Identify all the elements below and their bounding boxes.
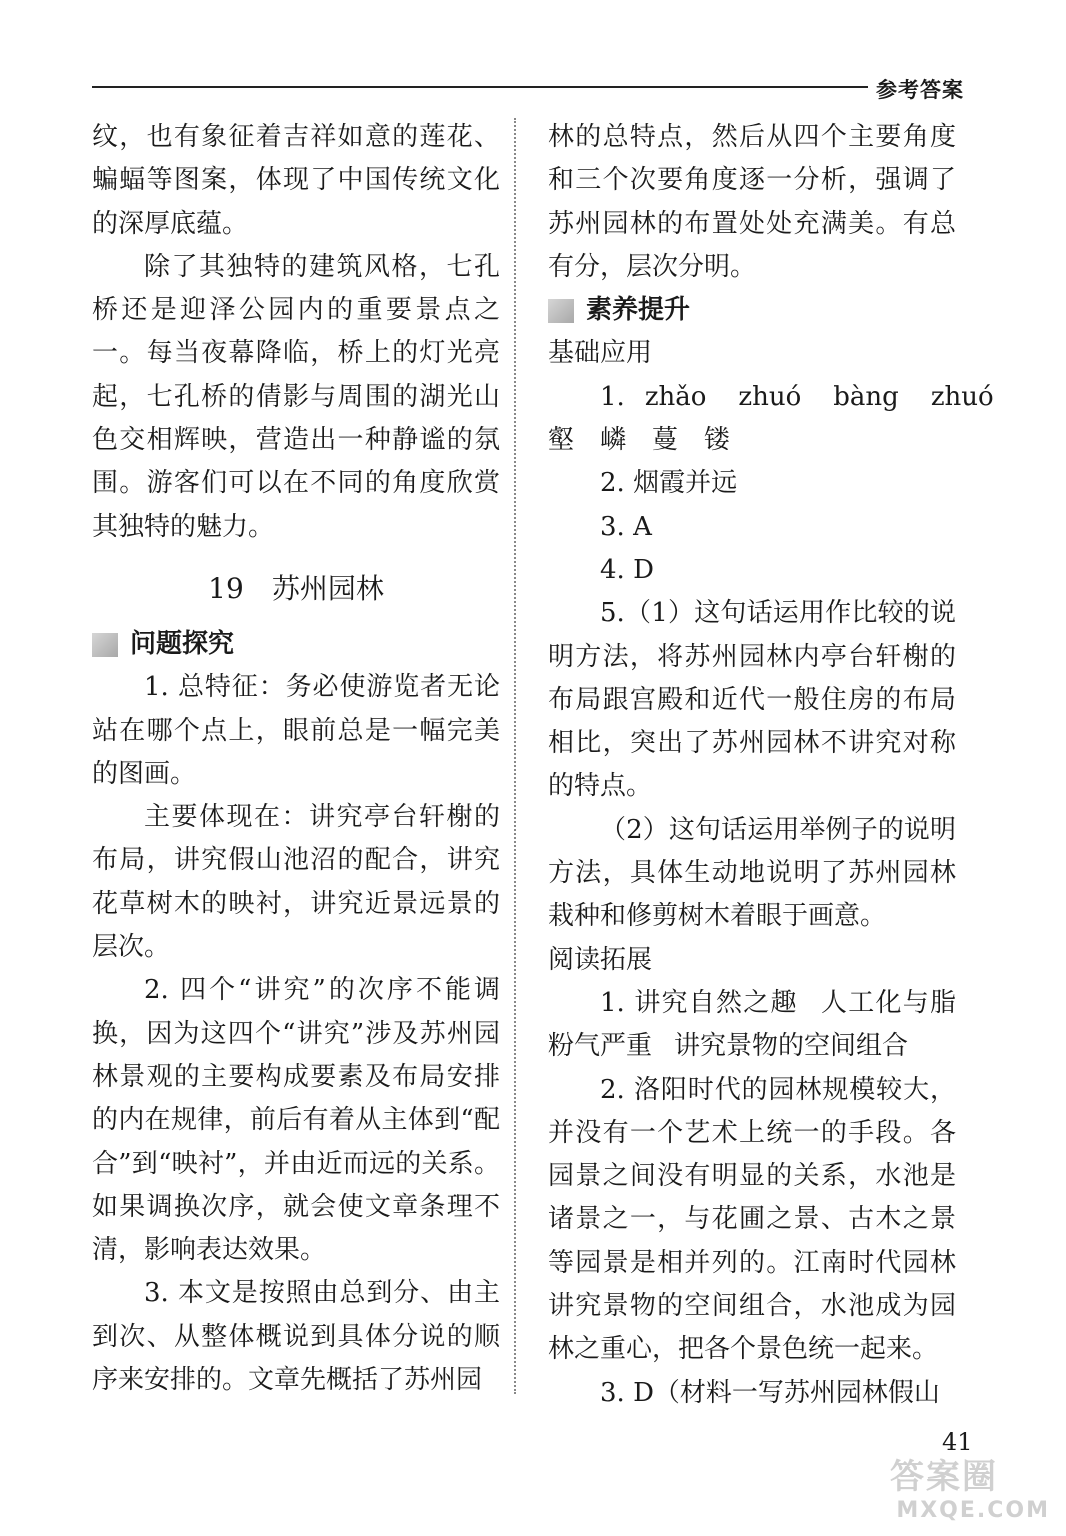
right-paragraph-1: 林的总特点，然后从四个主要角度和三个次要角度逐一分析，强调了苏州园林的布置处处充满美。有总有分，层次分明。 bbox=[548, 122, 956, 282]
header-rule bbox=[92, 86, 868, 88]
pinyin-item: bàng bbox=[833, 381, 899, 412]
answer-a4: 4. D bbox=[600, 554, 654, 585]
char-item: 蔓 bbox=[652, 425, 679, 456]
left-column bbox=[92, 116, 500, 1402]
answer-r1 bbox=[548, 982, 956, 1069]
header-label: 参考答案 bbox=[876, 78, 964, 102]
column-divider bbox=[514, 118, 516, 1394]
watermark-bottom: MXQE.COM bbox=[896, 1498, 1050, 1523]
answer-r1-part-c: 讲究景物的空间组合 bbox=[674, 1031, 909, 1062]
answer-r1-part-a: 1. 讲究自然之趣 bbox=[600, 987, 798, 1018]
answer-a1-number: 1. bbox=[600, 381, 625, 412]
answer-a5-1: 5.（1）这句话运用作比较的说明方法，将苏州园林内亭台轩榭的布局跟宫殿和近代一般住房的布局相比，突出了苏州园林不讲究对称的特点。 bbox=[548, 598, 956, 802]
subhead-literacy bbox=[548, 289, 956, 332]
answer-q3: 3. 本文是按照由总到分、由主到次、从整体概说到具体分说的顺序来安排的。文章先概括了苏州园 bbox=[92, 1278, 500, 1396]
pinyin-item: zhuó bbox=[738, 381, 802, 412]
char-item: 嶙 bbox=[600, 425, 627, 456]
answer-r3: 3. D（材料一写苏州园林假山 bbox=[600, 1377, 940, 1408]
answer-q2: 2. 四个“讲究”的次序不能调换，因为这四个“讲究”涉及苏州园林景观的主要构成要素及布局安排的内在规律，前后有着从主体到“配合”到“映衬”，并由近而远的关系。如果调换次序，就会使文章条理不清，影响表达效果。 bbox=[92, 975, 500, 1266]
watermark-top: 答案圈 bbox=[890, 1457, 998, 1497]
char-item: 壑 bbox=[548, 425, 575, 456]
subhead-literacy-text: 素养提升 bbox=[586, 295, 691, 326]
reading-extension-label: 阅读拓展 bbox=[548, 944, 653, 975]
page-number: 41 bbox=[942, 1428, 973, 1456]
answer-r2: 2. 洛阳时代的园林规模较大，并没有一个艺术上统一的手段。各园景之间没有明显的关系，水池是诸景之一，与花圃之景、古木之景等园景是相并列的。江南时代园林讲究景物的空间组合，水池成为园林之重心，把各个景色统一起来。 bbox=[548, 1074, 956, 1365]
answer-q1-detail: 主要体现在：讲究亭台轩榭的布局，讲究假山池沼的配合，讲究花草树木的映衬，讲究近景远景的层次。 bbox=[92, 802, 500, 963]
square-bullet-icon bbox=[548, 299, 574, 323]
answer-r1-part-b: 人工化与脂粉气严重 bbox=[548, 987, 956, 1062]
section-title bbox=[92, 569, 500, 609]
answer-a5-2: （2）这句话运用举例子的说明方法，具体生动地说明了苏州园林栽种和修剪树木着眼于画意。 bbox=[548, 814, 956, 932]
subhead-questions-text: 问题探究 bbox=[130, 628, 235, 659]
left-paragraph-2: 除了其独特的建筑风格，七孔桥还是迎泽公园内的重要景点之一。每当夜幕降临，桥上的灯光亮起，七孔桥的倩影与周围的湖光山色交相辉映，营造出一种静谧的氛围。游客们可以在不同的角度欣赏其独特的魅力。 bbox=[92, 251, 500, 542]
answer-q1: 1. 总特征：务必使游览者无论站在哪个点上，眼前总是一幅完美的图画。 bbox=[92, 672, 500, 789]
section-number: 19 bbox=[208, 571, 244, 605]
pinyin-item: zhuó bbox=[930, 381, 994, 412]
char-item: 镂 bbox=[704, 425, 731, 456]
subhead-questions bbox=[92, 623, 500, 666]
left-paragraph-1: 纹，也有象征着吉祥如意的莲花、蝙蝠等图案，体现了中国传统文化的深厚底蕴。 bbox=[92, 122, 500, 239]
square-bullet-icon bbox=[92, 633, 118, 657]
section-title-text: 苏州园林 bbox=[271, 571, 384, 605]
answer-a1-chars bbox=[548, 419, 956, 462]
watermark-logo bbox=[890, 1458, 1060, 1532]
pinyin-item: zhǎo bbox=[644, 381, 707, 412]
answer-a3: 3. A bbox=[600, 511, 652, 542]
answer-a1-pinyin bbox=[548, 376, 994, 419]
basic-application-label: 基础应用 bbox=[548, 338, 653, 369]
answer-a2: 2. 烟霞并远 bbox=[600, 468, 738, 499]
right-column bbox=[548, 116, 994, 1415]
